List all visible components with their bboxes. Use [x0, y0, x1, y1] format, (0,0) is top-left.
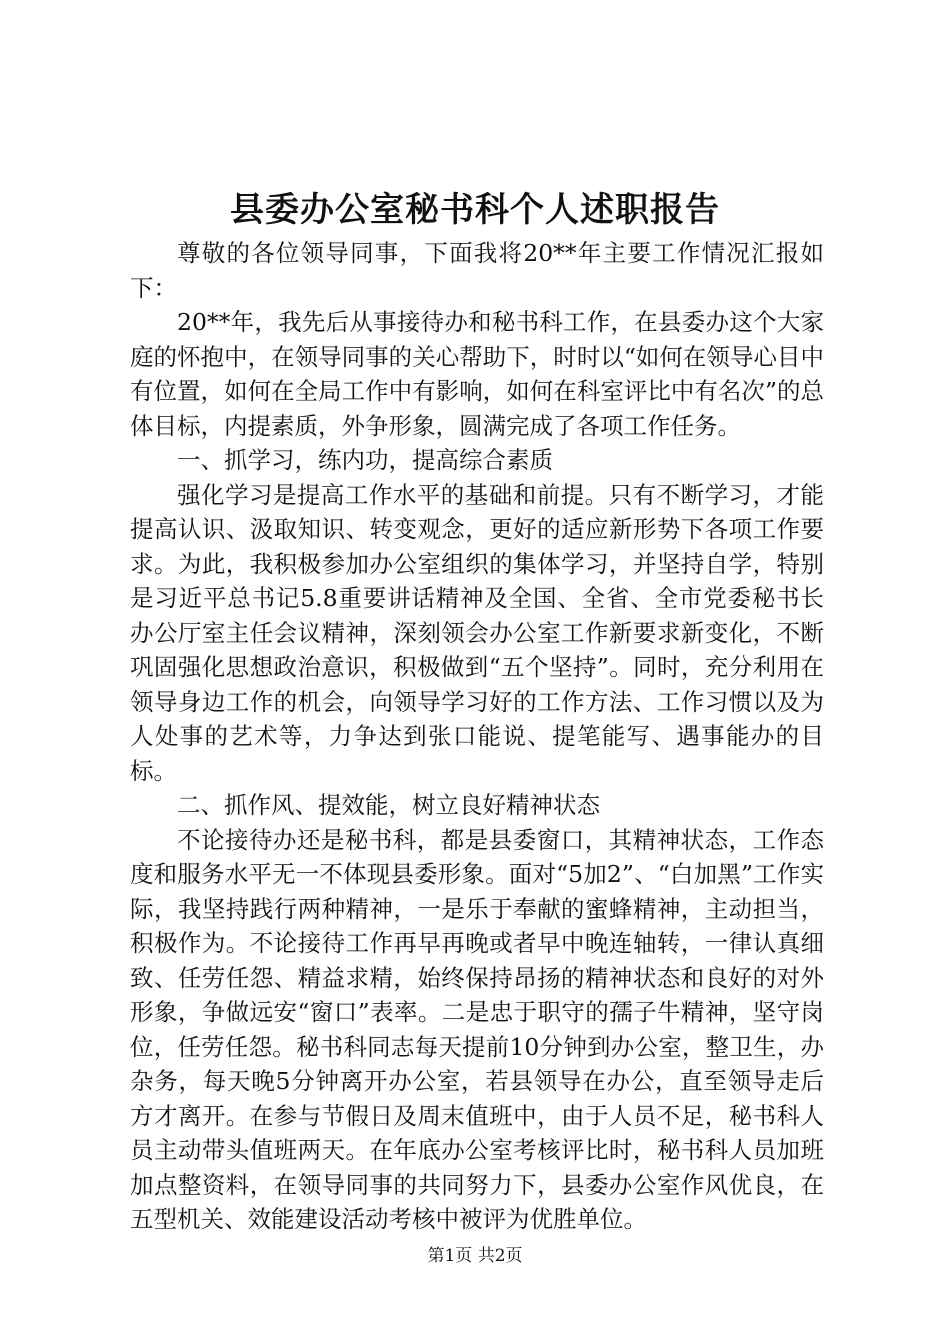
paragraph-greeting: 尊敬的各位领导同事，下面我将20**年主要工作情况汇报如下：	[130, 239, 824, 302]
paragraph-section-2: 不论接待办还是秘书科，都是县委窗口，其精神状态，工作态度和服务水平无一不体现县委形象。面对“5加2”、“白加黑”工作实际，我坚持践行两种精神，一是乐于奉献的蜜蜂精神，主动担当，积极作为。不论接待工作再早再晚或者早中晚连轴转，一律认真细致、任劳任怨、精益求精，始终保持昂扬的精神状态和良好的对外形象，争做远安“窗口”表率。二是忠于职守的孺子牛精神，坚守岗位，任劳任怨。秘书科同志每天提前10分钟到办公室，整卫生，办杂务，每天晚5分钟离开办公室，若县领导在办公，直至领导走后方才离开。在参与节假日及周末值班中，由于人员不足，秘书科人员主动带头值班两天。在年底办公室考核评比时，秘书科人员加班加点整资料，在领导同事的共同努力下，县委办公室作风优良，在五型机关、效能建设活动考核中被评为优胜单位。	[130, 825, 824, 1233]
paragraph-section-1: 强化学习是提高工作水平的基础和前提。只有不断学习，才能提高认识、汲取知识、转变观念，更好的适应新形势下各项工作要求。为此，我积极参加办公室组织的集体学习，并坚持自学，特别是习近平总书记5.8重要讲话精神及全国、全省、全市党委秘书长办公厅室主任会议精神，深刻领会办公室工作新要求新变化，不断巩固强化思想政治意识，积极做到“五个坚持”。同时，充分利用在领导身边工作的机会，向领导学习好的工作方法、工作习惯以及为人处事的艺术等，力争达到张口能说、提笔能写、遇事能办的目标。	[130, 480, 824, 785]
section-heading-1: 一、抓学习，练内功，提高综合素质	[177, 446, 553, 474]
paragraph-intro: 20**年，我先后从事接待办和秘书科工作，在县委办这个大家庭的怀抱中，在领导同事的关心帮助下，时时以“如何在领导心目中有位置，如何在全局工作中有影响，如何在科室评比中有名次”的总体目标，内提素质，外争形象，圆满完成了各项工作任务。	[130, 308, 824, 440]
document-body	[130, 236, 824, 1237]
document-title: 县委办公室秘书科个人述职报告	[230, 190, 720, 230]
section-heading-2: 二、抓作风、提效能，树立良好精神状态	[177, 791, 600, 819]
page-footer: 第1页 共2页	[427, 1246, 523, 1266]
